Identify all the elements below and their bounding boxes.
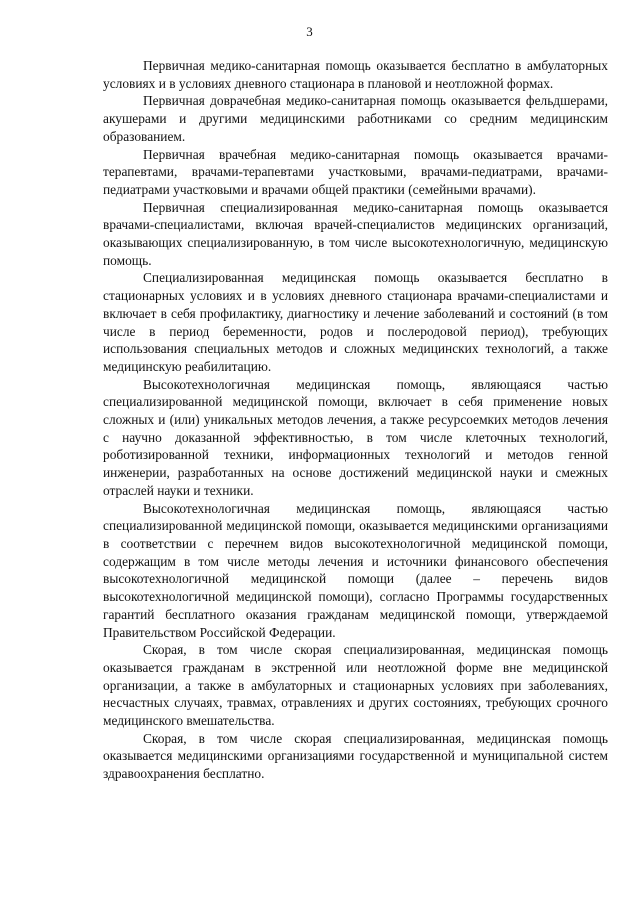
paragraph-primary-care: Первичная медико-санитарная помощь оказывается бесплатно в амбулаторных условиях и в условиях дневного стационара в плановой и неотложной формах. — [103, 58, 608, 91]
page-number: 3 — [306, 24, 313, 39]
paragraph-pre-physician-care: Первичная доврачебная медико-санитарная помощь оказывается фельдшерами, акушерами и другими медицинскими работниками со средним медицинским образованием. — [103, 93, 608, 144]
body-text — [103, 57, 608, 783]
paragraph-emergency-care-free: Скорая, в том числе скорая специализированная, медицинская помощь оказывается медицинскими организациями государственной и муниципальной систем здравоохранения бесплатно. — [103, 730, 608, 782]
paragraph-emergency-care: Скорая, в том числе скорая специализированная, медицинская помощь оказывается гражданам в экстренной или неотложной форме вне медицинской организации, а также в амбулаторных и стационарных условиях при заболеваниях, несчастных случаях, травмах, отравлениях и других состояниях, требующих срочного медицинского вмешательства. — [103, 642, 608, 729]
paragraph-high-tech-care: Высокотехнологичная медицинская помощь, являющаяся частью специализированной медицинской помощи, включает в себя применение новых сложных и (или) уникальных методов лечения, а также ресурсоемких методов лечения с научно доказанной эффективностью, в том числе клеточных технологий, роботизированной техники, информационных технологий и методов генной инженерии, разработанных на основе достижений медицинской науки и смежных отраслей науки и техники. — [103, 376, 608, 498]
paragraph-physician-care: Первичная врачебная медико-санитарная помощь оказывается врачами-терапевтами, врачами-терапевтами участковыми, врачами-педиатрами, врачами-педиатрами участковыми и врачами общей практики (семейными врачами). — [103, 146, 608, 197]
paragraph-specialized-care: Специализированная медицинская помощь оказывается бесплатно в стационарных условиях и в условиях дневного стационара врачами-специалистами и включает в себя профилактику, диагностику и лечение заболеваний и состояний (в том числе в период беременности, родов и послеродовой период), требующих использования специальных методов и сложных медицинских технологий, а также медицинскую реабилитацию. — [103, 270, 608, 374]
paragraph-high-tech-care-provision: Высокотехнологичная медицинская помощь, являющаяся частью специализированной медицинской помощи, оказывается медицинскими организациями в соответствии с перечнем видов высокотехнологичной медицинской помощи, содержащим в том числе методы лечения и источники финансового обеспечения высокотехнологичной медицинской помощи (далее – перечень видов высокотехнологичной медицинской помощи), согласно Программы государственных гарантий бесплатного оказания гражданам медицинской помощи, утверждаемой Правительством Российской Федерации. — [103, 500, 608, 640]
paragraph-specialized-primary-care: Первичная специализированная медико-санитарная помощь оказывается врачами-специалистами, включая врачей-специалистов медицинских организаций, оказывающих специализированную, в том числе высокотехнологичную, медицинскую помощь. — [103, 199, 608, 268]
